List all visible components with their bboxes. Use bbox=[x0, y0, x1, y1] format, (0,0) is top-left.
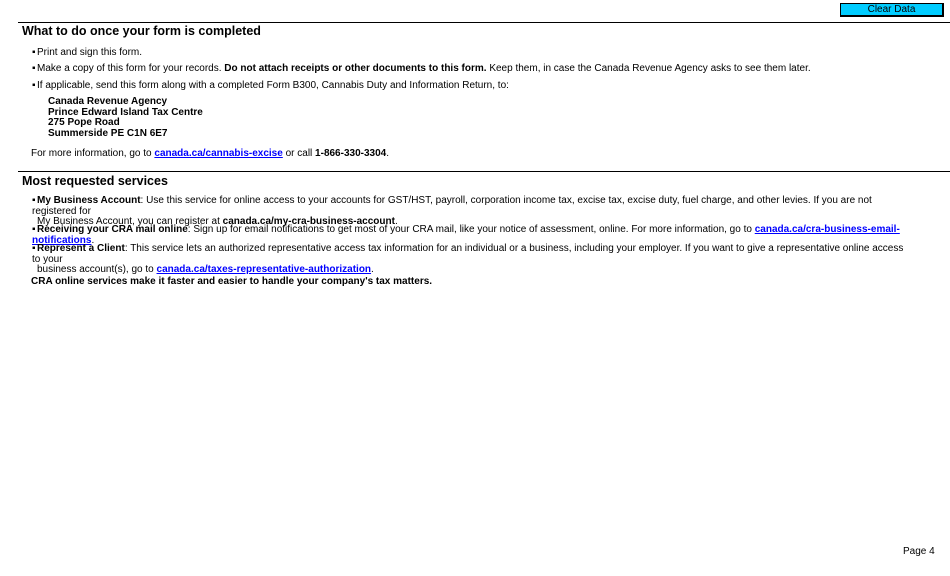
closing-statement: CRA online services make it faster and easier to handle your company's tax matters. bbox=[31, 276, 433, 287]
cannabis-excise-link[interactable]: canada.ca/cannabis-excise bbox=[154, 148, 283, 159]
service-represent-client: ▪Represent a Client: This service lets an authorized representative access tax information for an individual or a business, including your employer. If you want to give a representative online access to your business account(s), go to canada.ca/taxes-representative-authorization. bbox=[32, 243, 904, 275]
bullet-icon: ▪ bbox=[32, 80, 36, 91]
list-item-send-form: ▪If applicable, send this form along with a completed Form B300, Cannabis Duty and Information Return, to: bbox=[32, 80, 509, 91]
bullet-icon: ▪ bbox=[32, 224, 36, 235]
bullet-icon: ▪ bbox=[32, 195, 36, 206]
service-cra-mail-online: ▪Receiving your CRA mail online: Sign up for email notifications to get most of your CRA mail, like your notice of assessment, online. For more information, go to canada.ca/cra-business-email-notifications. bbox=[32, 224, 900, 246]
list-item-make-copy: ▪Make a copy of this form for your records. Do not attach receipts or other documents to this form. Keep them, in case the Canada Revenue Agency asks to see them later. bbox=[32, 63, 811, 74]
bullet-icon: ▪ bbox=[32, 243, 36, 254]
section-divider-top bbox=[18, 22, 950, 23]
mba-url: canada.ca/my-cra-business-account bbox=[222, 216, 395, 227]
bullet-icon: ▪ bbox=[32, 63, 36, 74]
mailing-address: Canada Revenue Agency Prince Edward Island Tax Centre 275 Pope Road Summerside PE C1N 6E7 bbox=[48, 96, 203, 139]
representative-authorization-link[interactable]: canada.ca/taxes-representative-authorization bbox=[156, 264, 372, 275]
section-title-services: Most requested services bbox=[22, 174, 168, 188]
phone-number: 1-866-330-3304 bbox=[315, 148, 387, 159]
page-number: Page 4 bbox=[903, 546, 935, 557]
service-my-business-account: ▪My Business Account: Use this service for online access to your accounts for GST/HST, payroll, corporation income tax, excise tax, excise duty, fuel charge, and other levies. If you are not registered for My Business Account, you can register at canada.ca/my-cra-business-account. bbox=[32, 195, 872, 227]
list-item-print-sign: ▪Print and sign this form. bbox=[32, 47, 143, 58]
section-divider-services bbox=[18, 171, 950, 172]
more-info-line: For more information, go to canada.ca/cannabis-excise or call 1-866-330-3304. bbox=[31, 148, 389, 159]
section-title-completed: What to do once your form is completed bbox=[22, 24, 261, 38]
email-notifications-link[interactable]: canada.ca/cra-business-email-notifications bbox=[32, 224, 900, 246]
bullet-icon: ▪ bbox=[32, 47, 36, 58]
clear-data-button[interactable]: Clear Data bbox=[840, 3, 944, 17]
